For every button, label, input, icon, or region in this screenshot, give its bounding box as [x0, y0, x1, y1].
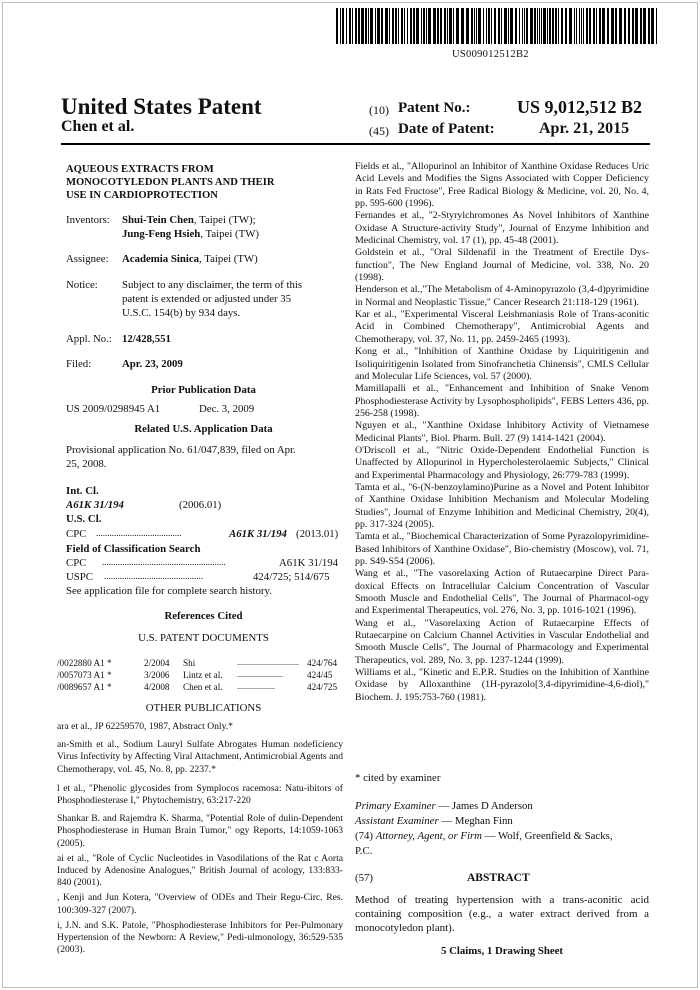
reference: Fields et al., "Allopurinol an Inhibitor of Xanthine Oxidase Reduces Uric Acid Levels and Modifies the Signs Associated with Copper Deficiency in Rats Fed Fructose", Free Radical Biology & Medicine, vol. 20, No. 4, pp. 595-600 (1996).	[355, 161, 649, 210]
inventors-label: Inventors:	[66, 214, 110, 226]
barcode-bar	[423, 8, 425, 44]
barcode-bar	[349, 8, 351, 44]
assignee-location: , Taipei (TW)	[199, 253, 258, 265]
barcode-bar	[561, 8, 563, 44]
barcode-bar	[504, 8, 507, 44]
patent-number: US 9,012,512 B2	[517, 97, 643, 117]
barcode-bar	[336, 8, 338, 44]
patent-date: Apr. 21, 2015	[539, 120, 630, 137]
assistant-examiner-name: — Meghan Finn	[438, 815, 513, 827]
claims-summary: 5 Claims, 1 Drawing Sheet	[440, 945, 564, 957]
prior-publication-number: US 2009/0298945 A1	[66, 403, 161, 415]
barcode-bar	[586, 8, 588, 44]
field-cpc-dots: .......................................................	[102, 557, 226, 567]
barcode-bar	[410, 8, 412, 44]
barcode	[336, 8, 660, 44]
abstract-heading: ABSTRACT	[467, 872, 530, 884]
barcode-bar	[385, 8, 388, 44]
barcode-bar	[340, 8, 341, 44]
attorney-code: (74)	[355, 830, 376, 842]
barcode-bar	[555, 8, 557, 44]
barcode-bar	[615, 8, 617, 44]
barcode-bar	[632, 8, 634, 44]
inventor-2-name: Jung-Feng Hsieh	[122, 228, 201, 240]
field-see-note: See application file for complete search history.	[66, 585, 272, 597]
barcode-bar	[483, 8, 484, 44]
barcode-bar	[404, 8, 405, 44]
barcode-bar	[361, 8, 364, 44]
barcode-bar	[515, 8, 517, 44]
barcode-bar	[352, 8, 353, 44]
other-publications-list	[57, 721, 343, 956]
barcode-bar	[342, 8, 344, 44]
barcode-bar	[478, 8, 481, 44]
barcode-bar	[474, 8, 475, 44]
field-cpc-value: A61K 31/194	[279, 557, 339, 569]
barcode-bar	[543, 8, 546, 44]
field-uspc-dots: ............................................	[104, 571, 203, 581]
barcode-bar	[510, 8, 513, 44]
barcode-bar	[346, 8, 347, 44]
reference: Wang et al., "The vasorelaxing Action of Rutaecarpine Direct Para-doxical Effects on Intracellular Calcium Concentration of Vascular Smooth Muscle and Endothelial Cells", The Journal of Pharmacol-ogy and Experimental Therapeutics, vol. 276, No. 3, pp. 1016-1021 (1996).	[355, 568, 649, 617]
barcode-bar	[656, 8, 657, 44]
abstract-text	[355, 893, 649, 935]
barcode-bar	[407, 8, 408, 44]
field-uspc-label: USPC	[66, 571, 94, 583]
other-publication: Shankar B. and Rajemdra K. Sharma, "Potential Role of dulin-Dependent Phosphodiesterase in Human Brain Tumor," ogy Reports, 14:1059-1063 (2005).	[57, 813, 343, 849]
filed-date: Apr. 23, 2009	[122, 358, 183, 370]
barcode-bar	[381, 8, 383, 44]
barcode-bar	[534, 8, 536, 44]
assignee-name: Academia Sinica	[122, 253, 200, 265]
barcode-bar	[426, 8, 427, 44]
primary-examiner-name: — James D Anderson	[435, 800, 533, 812]
barcode-bar	[375, 8, 376, 44]
related-application-line-2: 25, 2008.	[66, 458, 107, 470]
barcode-bar	[519, 8, 520, 44]
barcode-bar	[392, 8, 394, 44]
header-rule	[61, 143, 650, 145]
assistant-examiner-label: Assistant Examiner	[355, 815, 439, 827]
barcode-bar	[552, 8, 554, 44]
barcode-bar	[447, 8, 448, 44]
patent-doc-number: /0057073 A1 *	[57, 670, 112, 680]
barcode-bar	[508, 8, 509, 44]
other-publication: ai et al., "Role of Cyclic Nucleotides in Vasodilations of the Rat c Aorta Induced by Adenosine Analogues," British Journal of acology, 133:833-840 (2001).	[57, 852, 343, 889]
int-cl-year: (2006.01)	[179, 499, 222, 511]
attorney-label: Attorney, Agent, or Firm	[375, 830, 482, 842]
assignee-value	[122, 253, 258, 265]
related-application-heading: Related U.S. Application Data	[134, 423, 273, 435]
references-cited-heading: References Cited	[164, 610, 243, 622]
barcode-bar	[413, 8, 415, 44]
other-publication: , Kenji and Jun Kotera, "Overview of ODEs and Their Regu-Circ. Res. 100:309-327 (2007).	[57, 892, 343, 916]
notice-line-2: patent is extended or adjusted under 35	[122, 293, 292, 305]
field-cpc-label: CPC	[66, 557, 87, 569]
patent-doc-class: 424/725	[307, 682, 338, 692]
references-list	[355, 161, 649, 704]
related-application-line-1: Provisional application No. 61/047,839, filed on Apr.	[66, 444, 296, 456]
us-patent-documents-heading: U.S. PATENT DOCUMENTS	[138, 632, 269, 644]
barcode-bar	[522, 8, 523, 44]
barcode-bar	[437, 8, 439, 44]
other-publication: l et al., "Phenolic glycosides from Symplocos racemosa: Natu-ibitors of Phosphodiesterase I," Phytochemistry, 63:217-220	[57, 782, 343, 807]
barcode-bar	[401, 8, 403, 44]
barcode-bar	[456, 8, 459, 44]
cpc-year: (2013.01)	[296, 528, 339, 540]
patent-doc-class: 424/764	[307, 658, 338, 668]
attorney	[355, 830, 613, 842]
inventor-1-name: Shui-Tein Chen	[122, 214, 194, 226]
reference: Nguyen et al., "Xanthine Oxidase Inhibitory Activity of Vietnamese Medicinal Plants", Biol. Pharm. Bull. 27 (9) 1414-1421 (2004).	[355, 420, 649, 444]
barcode-bar	[539, 8, 540, 44]
inventor-2-location: , Taipei (TW)	[200, 228, 259, 240]
field-search-heading: Field of Classification Search	[66, 543, 201, 555]
cpc-dots: ......................................	[96, 528, 182, 538]
barcode-bar	[421, 8, 422, 44]
barcode-bar	[471, 8, 473, 44]
cpc-code: A61K 31/194	[229, 528, 287, 540]
barcode-bar	[607, 8, 609, 44]
barcode-bar	[370, 8, 373, 44]
cited-by-examiner: * cited by examiner	[355, 772, 441, 784]
barcode-bar	[624, 8, 626, 44]
barcode-bar	[440, 8, 442, 44]
barcode-bar	[640, 8, 642, 44]
barcode-bar	[565, 8, 567, 44]
reference: Fernandes et al., "2-Styrylchromones As Novel Inhibitors of Xanthine Oxidase A Structure-activity Study", Journal of Enzyme Inhibition and Medicinal Chemistry, vol. 17 (1), pp. 45-48 (2001).	[355, 210, 649, 247]
patent-doc-date: 2/2004	[144, 658, 170, 668]
barcode-bar	[549, 8, 551, 44]
patent-doc-date: 3/2006	[144, 670, 170, 680]
barcode-bar	[486, 8, 487, 44]
reference: Mamillapalli et al., "Enhancement and Inhibition of Snake Venom Phosphodiesterase Activity by Lysophospholipids", FEBS Letters 436, pp. 256-258 (1998).	[355, 383, 649, 419]
patent-doc-name: Lintz et al.	[183, 670, 223, 680]
patent-doc-dots: .......................	[237, 670, 283, 679]
inventor-1	[122, 214, 256, 226]
other-publications-heading: OTHER PUBLICATIONS	[145, 702, 262, 714]
barcode-bar	[574, 8, 575, 44]
inventor-2	[122, 228, 259, 240]
barcode-bar	[635, 8, 638, 44]
field-uspc-value: 424/725; 514/675	[253, 571, 330, 583]
barcode-bar	[602, 8, 605, 44]
primary-examiner-label: Primary Examiner	[355, 800, 436, 812]
appl-no-value: 12/428,551	[122, 333, 171, 345]
cpc-label: CPC	[66, 528, 87, 540]
barcode-bar	[488, 8, 490, 44]
inventor-1-location: , Taipei (TW);	[193, 214, 256, 226]
barcode-bar	[501, 8, 502, 44]
reference: Tamta et al., "Biochemical Characterization of Some Pyrazolopyrimidine-Based Inhibitors of Xanthine Oxidase", Bio-chemistry (Moscow), vol. 71, pp. S49-S54 (2006).	[355, 531, 649, 567]
barcode-bar	[355, 8, 357, 44]
primary-examiner	[355, 800, 533, 812]
barcode-bar	[547, 8, 548, 44]
other-publication: i, J.N. and S.K. Patole, "Phosphodiesterase Inhibitors for Per-Pulmonary Hypertension of the Newborn: A Review," Pedi-ulmonology, 36:529-535 (2003).	[57, 919, 343, 956]
patent-title: United States Patent	[61, 94, 262, 119]
patent-no-label: Patent No.:	[398, 100, 471, 116]
barcode-number: US009012512B2	[452, 49, 529, 60]
barcode-bar	[611, 8, 614, 44]
date-code: (45)	[369, 124, 389, 138]
barcode-bar	[589, 8, 591, 44]
barcode-bar	[643, 8, 646, 44]
reference: Goldstein et al., "Oral Sildenafil in the Treatment of Erectile Dys-function", The New England Journal of Medicine, vol. 338, No. 20 (1998).	[355, 247, 649, 284]
int-cl-label: Int. Cl.	[66, 485, 99, 497]
patent-doc-number: /0022880 A1 *	[57, 658, 112, 668]
barcode-bar	[449, 8, 452, 44]
barcode-bar	[596, 8, 597, 44]
barcode-bar	[537, 8, 538, 44]
barcode-bar	[576, 8, 577, 44]
barcode-bar	[389, 8, 390, 44]
barcode-bar	[398, 8, 399, 44]
barcode-bar	[428, 8, 431, 44]
patent-doc-name: Chen et al.	[183, 682, 223, 692]
barcode-bar	[651, 8, 654, 44]
assistant-examiner	[355, 815, 513, 827]
barcode-bar	[628, 8, 630, 44]
barcode-bar	[599, 8, 601, 44]
barcode-bar	[498, 8, 500, 44]
attorney-name-line-2: P.C.	[355, 845, 373, 857]
other-publication: ara et al., JP 62259570, 1987, Abstract Only.*	[57, 721, 233, 732]
patent-no-code: (10)	[369, 103, 389, 117]
barcode-bar	[593, 8, 595, 44]
barcode-bar	[648, 8, 650, 44]
prior-publication-heading: Prior Publication Data	[151, 384, 256, 396]
barcode-bar	[569, 8, 572, 44]
invention-title-line3: USE IN CARDIOPROTECTION	[66, 190, 218, 201]
notice-line-1: Subject to any disclaimer, the term of this	[122, 279, 303, 291]
barcode-bar	[358, 8, 360, 44]
barcode-bar	[466, 8, 469, 44]
barcode-bar	[461, 8, 464, 44]
us-cl-label: U.S. Cl.	[66, 513, 102, 525]
abstract-code: (57)	[355, 872, 373, 884]
notice-label: Notice:	[66, 279, 98, 291]
patent-doc-name: Shi	[183, 658, 196, 668]
barcode-bar	[526, 8, 528, 44]
invention-title-line2: MONOCOTYLEDON PLANTS AND THEIR	[66, 177, 275, 188]
patent-doc-number: /0089657 A1 *	[57, 682, 112, 692]
notice-line-3: U.S.C. 154(b) by 934 days.	[122, 307, 241, 319]
reference: Tamta et al., "6-(N-benzoylamino)Purine as a Novel and Potent Inhibitor of Xanthine Oxidase Inhibition Mechanism and Molecular Modeling Studies", Journal of Enzyme Inhibition and Medicinal Chemistry, 20(4), pp. 317-324 (2005).	[355, 481, 649, 530]
assignee-label: Assignee:	[66, 253, 109, 265]
barcode-bar	[444, 8, 446, 44]
reference: Kong et al., "Inhibition of Xanthine Oxidase by Liquiritigenin and Isoliquiritigenin Isolated from Sinofranchetia Chinensis", CMLS Cellular and Molecular Life Sciences, vol. 57 (2000).	[355, 346, 649, 382]
barcode-bar	[433, 8, 436, 44]
barcode-bar	[530, 8, 533, 44]
barcode-bar	[377, 8, 380, 44]
barcode-bar	[368, 8, 369, 44]
reference: Wang et al., "Vasorelaxing Action of Rutaecarpine Effects of Rutaecarpine on Calcium Channel Activities in Vascular Endothelial and Smooth Muscle Cells", The Journal of Pharmacology and Experimental Therapeutics, vol. 289, No. 3, pp. 1237-1244 (1999).	[355, 617, 649, 666]
barcode-bar	[619, 8, 622, 44]
appl-no-label: Appl. No.:	[66, 333, 112, 345]
abstract-body: Method of treating hypertension with a trans-aconitic acid containing composition (e.g., a water extract derived from a monocotyledon plant).	[355, 894, 649, 934]
prior-publication-date: Dec. 3, 2009	[199, 403, 255, 415]
attorney-name: — Wolf, Greenfield & Sacks,	[481, 830, 613, 842]
reference: Kar et al., "Experimental Visceral Leishmaniasis Role of Trans-aconitic Acid in Combined Chemotherapy", Antimicrobial Agents and Chemotherapy, vol. 37, No. 11, pp. 2459-2465 (1993).	[355, 309, 649, 345]
reference: Williams et al., "Kinetic and E.P.R. Studies on the Inhibition of Xanthine Oxidase by Alloxanthine (1H-pyrazolo[3,4-dipyrimidine-4,6-diol)," Biochem. J. 195:753-760 (1981).	[355, 667, 649, 703]
barcode-bar	[579, 8, 580, 44]
barcode-bar	[581, 8, 582, 44]
date-label: Date of Patent:	[398, 121, 495, 137]
barcode-bar	[395, 8, 397, 44]
int-cl-code: A61K 31/194	[66, 499, 124, 511]
barcode-bar	[365, 8, 367, 44]
filed-label: Filed:	[66, 358, 92, 370]
reference: O'Driscoll et al., "Nitric Oxide-Dependent Endothelial Function is Unaffected by Allopurinol in Hypercholesterolaemic Subjects," Clinical and Experimental Pharmacology and Physiology, 26:779-783 (1999).	[355, 444, 649, 481]
patent-doc-class: 424/45	[307, 670, 333, 680]
barcode-bar	[416, 8, 419, 44]
barcode-bar	[491, 8, 492, 44]
barcode-bar	[476, 8, 477, 44]
patent-doc-dots: ...............................	[237, 658, 299, 667]
patent-doc-date: 4/2008	[144, 682, 170, 692]
barcode-bar	[524, 8, 525, 44]
barcode-bar	[541, 8, 542, 44]
other-publication: an-Smith et al., Sodium Lauryl Sulfate Abrogates Human nodeficiency Virus Infectivity by Affecting Viral Attachment, Antimicrobial Agents and Chemotherapy, vol. 45, No. 8, pp. 2237.*	[57, 739, 343, 775]
patent-doc-dots: ...................	[237, 682, 275, 691]
barcode-bar	[453, 8, 454, 44]
barcode-bar	[494, 8, 496, 44]
invention-title-line1: AQUEOUS EXTRACTS FROM	[66, 164, 214, 175]
barcode-bar	[558, 8, 559, 44]
barcode-bar	[583, 8, 584, 44]
inventors-short: Chen et al.	[61, 118, 135, 135]
reference: Henderson et al.,"The Metabolism of 4-Aminopyrazolo (3,4-d)pyrimidine in Normal and Neoplastic Tissue," Cancer Research 21:118-129 (1961).	[355, 284, 649, 308]
